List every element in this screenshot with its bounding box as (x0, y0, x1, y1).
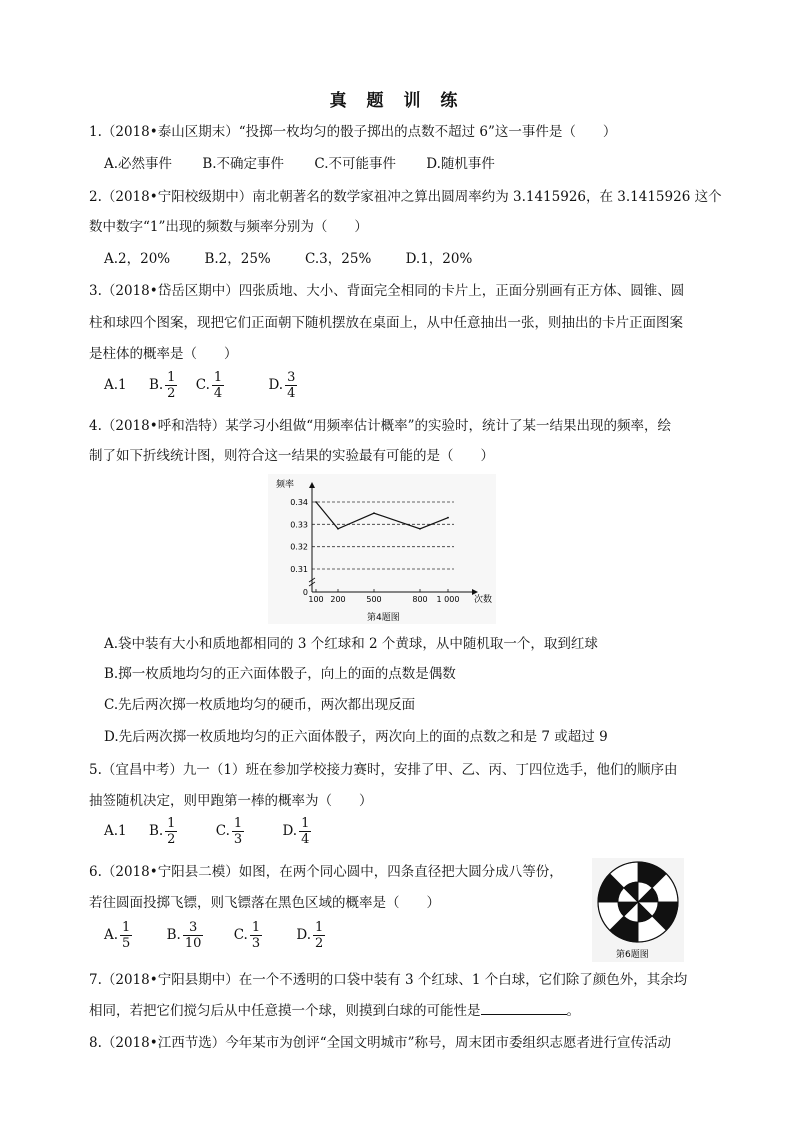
figure-caption: 第6题图 (616, 950, 649, 960)
x-tick-label: 1 000 (436, 595, 460, 604)
q4-option-c: C.先后两次掷一枚质地均匀的硬币，两次都出现反面 (104, 697, 416, 713)
question-1-options (104, 154, 519, 174)
q5-option-a: A.1 (104, 823, 127, 839)
data-point (337, 528, 339, 530)
q4-option-b: B.掷一枚质地均匀的正六面体骰子，向上的面的点数是偶数 (104, 666, 456, 682)
q5-option-c-label: C. (215, 823, 230, 839)
q6-option-c-label: C. (233, 927, 248, 943)
q7-text: 相同，若把它们搅匀后从中任意摸一个球，则摸到白球的可能性是 (89, 1003, 481, 1019)
q5-option-b-label: B. (148, 823, 164, 839)
q1-option-d: D.随机事件 (426, 156, 495, 172)
page-title: 真 题 训 练 (329, 91, 465, 111)
q2-option-c: C.3，25% (305, 251, 372, 267)
question-2-stem-line1: 2.（2018•宁阳校级期中）南北朝著名的数学家祖冲之算出圆周率约为 3.1415926，在 3.1415926 这个 (89, 189, 722, 205)
question-6-stem-line2: 若往圆面投掷飞镖，则飞镖落在黑色区域的概率是（ ） (89, 895, 440, 911)
q6-option-a-fraction (120, 920, 132, 951)
q3-option-b-label: B. (148, 377, 164, 393)
question-3-stem-line3: 是柱体的概率是（ ） (89, 346, 238, 362)
denominator: 3 (251, 936, 261, 951)
denominator: 4 (301, 832, 310, 847)
q6-option-d-label: D. (296, 927, 312, 943)
question-4-stem-line2: 制了如下折线统计图，则符合这一结果的实验最有可能的是（ ） (89, 448, 494, 464)
question-6-options (104, 920, 327, 951)
data-point (373, 512, 375, 514)
q5-option-d-fraction (299, 816, 311, 847)
q7-period: 。 (566, 1003, 580, 1019)
y-tick-label: 0.33 (290, 520, 308, 530)
answer-blank[interactable] (481, 1000, 567, 1015)
numerator: 3 (287, 370, 296, 385)
q2-option-d: D.1，20% (405, 251, 473, 267)
data-point (315, 501, 317, 503)
question-5-stem-line2: 抽签随机决定，则甲跑第一棒的概率为（ ） (89, 793, 373, 809)
denominator: 5 (122, 936, 131, 951)
denominator: 2 (315, 936, 324, 951)
question-5-options (104, 816, 313, 847)
numerator: 1 (167, 370, 176, 385)
numerator: 1 (315, 920, 324, 935)
denominator: 4 (287, 386, 296, 401)
question-3-stem-line2: 柱和球四个图案，现把它们正面朝下随机摆放在桌面上，从中任意抽出一张，则抽出的卡片正面图案 (89, 315, 683, 331)
y-tick-label: 0 (302, 588, 308, 597)
q4-option-d: D.先后两次掷一枚质地均匀的正六面体骰子，两次向上的面的点数之和是 7 或超过 9 (104, 729, 608, 745)
data-point (447, 517, 449, 519)
y-tick-label: 0.32 (290, 542, 308, 552)
frequency-line-chart (268, 474, 496, 624)
question-6-stem-line1: 6.（2018•宁阳县二模）如图，在两个同心圆中，四条直径把大圆分成八等份， (89, 864, 563, 880)
q6-option-a-label: A. (104, 927, 119, 943)
denominator: 2 (167, 832, 176, 847)
concentric-circle-figure (592, 858, 684, 962)
y-tick-label: 0.31 (290, 565, 308, 574)
question-7-stem-line1: 7.（2018•宁阳县期中）在一个不透明的口袋中装有 3 个红球、1 个白球，它们除了颜色外，其余均 (89, 972, 688, 988)
q3-option-d-label: D. (268, 377, 284, 393)
numerator: 1 (213, 370, 223, 385)
numerator: 3 (183, 920, 204, 936)
chart-caption: 第4题图 (367, 613, 400, 623)
x-axis-label: 次数 (474, 595, 493, 605)
question-2-options (104, 249, 496, 269)
numerator: 1 (251, 920, 261, 935)
q5-option-d-label: D. (282, 823, 298, 839)
q2-option-a: A.2，20% (104, 251, 171, 267)
question-5-stem-line1: 5.（宜昌中考）九一（1）班在参加学校接力赛时，安排了甲、乙、丙、丁四位选手，他们的顺序由 (89, 762, 678, 778)
x-tick-label: 500 (366, 595, 382, 604)
q3-option-c-label: C. (195, 377, 210, 393)
q3-option-c-fraction (212, 370, 224, 401)
x-tick-label: 200 (330, 595, 346, 604)
q6-option-b-fraction (183, 920, 204, 951)
q6-option-c-fraction (250, 920, 262, 951)
data-point (419, 528, 421, 530)
denominator: 4 (213, 386, 223, 401)
numerator: 1 (167, 816, 176, 831)
question-3-stem-line1: 3.（2018•岱岳区期中）四张质地、大小、背面完全相同的卡片上，正面分别画有正方体、圆锥、圆 (89, 283, 685, 299)
x-tick-label: 100 (308, 595, 324, 604)
denominator: 2 (167, 386, 176, 401)
target-sectors (598, 862, 678, 942)
q1-option-a: A.必然事件 (104, 156, 173, 172)
q2-option-b: B.2，25% (204, 251, 271, 267)
q5-option-c-fraction (232, 816, 244, 847)
q1-option-c: C.不可能事件 (314, 156, 396, 172)
question-4-stem-line1: 4.（2018•呼和浩特）某学习小组做“用频率估计概率”的实验时，统计了某一结果出现的频率，绘 (89, 418, 672, 434)
y-tick-label: 0.34 (290, 498, 308, 507)
numerator: 1 (122, 920, 131, 935)
denominator: 10 (184, 936, 202, 951)
q3-option-a: A.1 (104, 377, 127, 393)
q5-option-b-fraction (165, 816, 177, 847)
question-2-stem-line2: 数中数字“1”出现的频数与频率分别为（ ） (89, 219, 368, 235)
x-tick-label: 800 (412, 595, 428, 604)
q6-option-b-label: B. (166, 927, 181, 943)
question-8-stem-line1: 8.（2018•江西节选）今年某市为创评“全国文明城市”称号，周末团市委组织志愿者进行宣传活动 (89, 1035, 672, 1051)
q3-option-d-fraction (285, 370, 297, 401)
numerator: 1 (233, 816, 243, 831)
y-axis-label: 频率 (276, 480, 295, 490)
q3-option-b-fraction (165, 370, 177, 401)
denominator: 3 (233, 832, 243, 847)
question-3-options (104, 370, 299, 401)
question-1-stem: 1.（2018•泰山区期末）“投掷一枚均匀的骰子掷出的点数不超过 6”这一事件是（ ） (89, 124, 617, 140)
q1-option-b: B.不确定事件 (202, 156, 285, 172)
q4-option-a: A.袋中装有大小和质地都相同的 3 个红球和 2 个黄球，从中随机取一个，取到红球 (104, 636, 598, 652)
q6-option-d-fraction (313, 920, 325, 951)
question-7-stem-line2 (89, 1000, 580, 1021)
numerator: 1 (301, 816, 310, 831)
